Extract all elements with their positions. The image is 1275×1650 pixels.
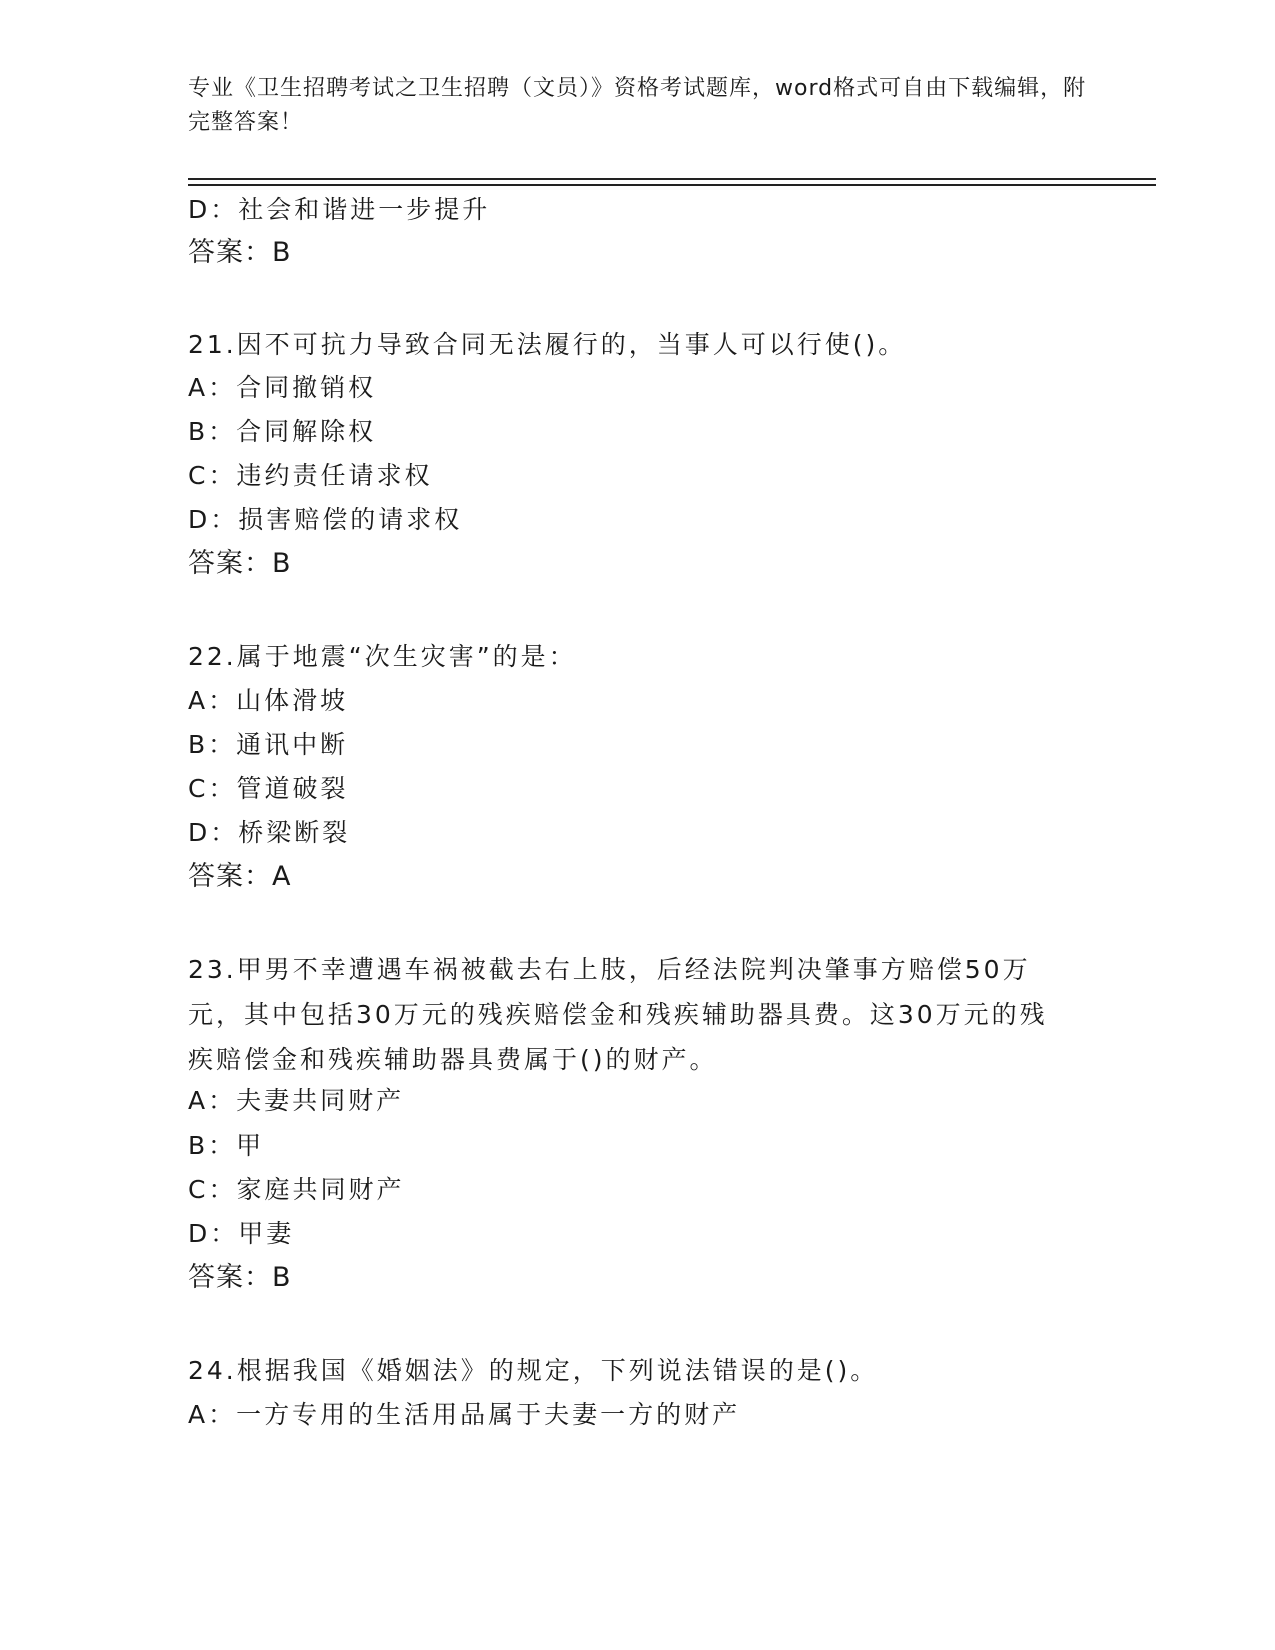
q20-answer: 答案：B [188, 237, 292, 268]
q23-option-a: A：夫妻共同财产 [188, 1086, 405, 1115]
q23-answer: 答案：B [188, 1262, 292, 1293]
q22-answer: 答案：A [188, 861, 292, 892]
q23-option-d: D：甲妻 [188, 1219, 295, 1248]
q24-option-a: A：一方专用的生活用品属于夫妻一方的财产 [188, 1400, 741, 1429]
q21-option-a: A：合同撤销权 [188, 373, 377, 402]
q23-option-b: B：甲 [188, 1131, 265, 1160]
q21-option-d: D：损害赔偿的请求权 [188, 505, 463, 534]
q21-option-b: B：合同解除权 [188, 417, 377, 446]
q21-stem: 21.因不可抗力导致合同无法履行的，当事人可以行使()。 [188, 330, 907, 359]
q22-option-c: C：管道破裂 [188, 774, 349, 803]
header-divider-bottom [188, 184, 1156, 186]
q22-stem: 22.属于地震“次生灾害”的是： [188, 642, 577, 671]
q23-stem: 23.甲男不幸遭遇车祸被截去右上肢，后经法院判决肇事方赔偿50万元，其中包括30万元的残疾赔偿金和残疾辅助器具费。这30万元的残疾赔偿金和残疾辅助器具费属于()的财产。 [188, 955, 1048, 1074]
q20-option-d: D：社会和谐进一步提升 [188, 195, 491, 224]
document-header: 专业《卫生招聘考试之卫生招聘（文员）》资格考试题库，word格式可自由下载编辑，附完整答案！ [188, 76, 1087, 135]
q24-stem: 24.根据我国《婚姻法》的规定，下列说法错误的是()。 [188, 1356, 879, 1385]
q22-option-b: B：通讯中断 [188, 730, 349, 759]
header-divider-top [188, 178, 1156, 180]
q22-option-d: D：桥梁断裂 [188, 818, 351, 847]
q21-answer: 答案：B [188, 548, 292, 579]
q21-option-c: C：违约责任请求权 [188, 461, 433, 490]
q22-option-a: A：山体滑坡 [188, 686, 349, 715]
q23-option-c: C：家庭共同财产 [188, 1175, 405, 1204]
